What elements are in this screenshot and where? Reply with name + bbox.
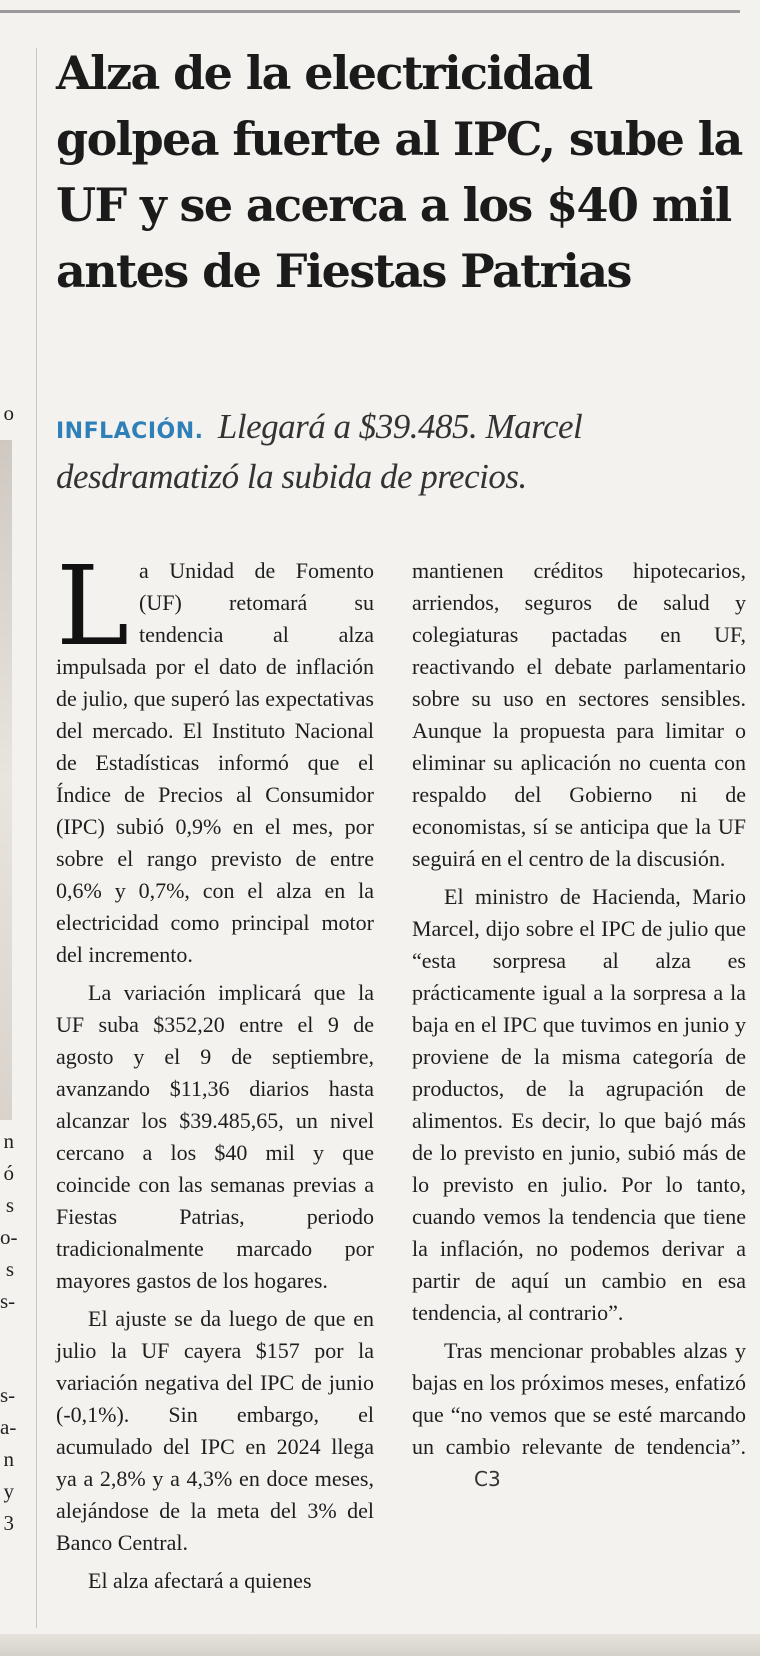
adjacent-column-fragment: o- bbox=[0, 1225, 18, 1249]
article-headline: Alza de la electricidad golpea fuerte al IPC, sube la UF y se acerca a los $40 mil antes de Fiestas Patrias bbox=[56, 46, 742, 298]
adjacent-column-fragment: a- bbox=[0, 1415, 17, 1439]
column-divider bbox=[36, 48, 37, 1628]
adjacent-column-fragment: o bbox=[3, 401, 14, 425]
body-paragraph: Tras mencionar probables alzas y bajas en los próximos meses, enfatizó que “no vemos que se esté marcando un cambio relevante de tendencia”.C3 bbox=[412, 1335, 746, 1495]
deck-text: Llegará a $39.485. Marcel desdramatizó la subida de precios. bbox=[56, 407, 583, 496]
section-kicker: INFLACIÓN. bbox=[56, 419, 204, 444]
bottom-edge bbox=[0, 1634, 760, 1656]
adjacent-column-fragment: n bbox=[3, 1129, 14, 1153]
body-paragraph: El alza afectará a quienes bbox=[88, 1568, 312, 1593]
body-paragraph: La variación implicará que la UF suba $352,20 entre el 9 de agosto y el 9 de septiembre, avanzando $11,36 diarios hasta alcanzar los $39.485,65, un nivel cercano a los $40 mil y que coincide con las semanas previas a Fiestas Patrias, periodo tradicionalmente marcado por mayores gastos de los hogares. bbox=[56, 980, 374, 1293]
top-rule bbox=[0, 10, 740, 13]
body-paragraph: El ajuste se da luego de que en julio la UF cayera $157 por la variación negativa del IPC de junio (-0,1%). Sin embargo, el acumulado del IPC en 2024 llega ya a 2,8% y a 4,3% en doce meses, alejándose de la meta del 3% del Banco Central. bbox=[56, 1306, 374, 1555]
article-column-right bbox=[412, 555, 746, 1501]
article-column-left bbox=[56, 542, 374, 1603]
adjacent-column-fragment: s- bbox=[0, 1289, 16, 1313]
adjacent-column-fragment: y bbox=[3, 1479, 14, 1503]
adjacent-column-fragment: n bbox=[3, 1447, 14, 1471]
adjacent-column-fragment: s bbox=[5, 1257, 14, 1281]
body-paragraph: El ministro de Hacienda, Mario Marcel, dijo sobre el IPC de julio que “esta sorpresa al alza es prácticamente igual a la sorpresa a la baja en el IPC que tuvimos en junio y proviene de la misma categoría de productos, de la agrupación de alimentos. Es decir, lo que bajó más de lo previsto en junio, subió más de lo previsto en julio. Por lo tanto, cuando vemos la tendencia que tiene la inflación, no podemos derivar a partir de aquí un cambio en esa tendencia, al contrario”. bbox=[412, 884, 746, 1325]
article-deck bbox=[56, 404, 746, 501]
end-of-article-icon: C3 bbox=[474, 1467, 501, 1491]
adjacent-column-fragment: 3 bbox=[3, 1511, 14, 1535]
drop-cap: L bbox=[56, 542, 130, 670]
adjacent-column-fragment: s- bbox=[0, 1383, 16, 1407]
body-paragraph: La Unidad de Fomento (UF) retomará su tendencia al alza impulsada por el dato de inflación de julio, que superó las expectativas del mercado. El Instituto Nacional de Estadísticas informó que el Índice de Precios al Consumidor (IPC) subió 0,9% en el mes, por sobre el rango previsto de entre 0,6% y 0,7%, con el alza en la electricidad como principal motor del incremento. bbox=[56, 542, 374, 967]
body-paragraph: mantienen créditos hipotecarios, arriendos, seguros de salud y colegiaturas pactadas en UF, reactivando el debate parlamentario sobre su uso en sectores sensibles. Aunque la propuesta para limitar o eliminar su aplicación no cuenta con respaldo del Gobierno ni de economistas, sí se anticipa que la UF seguirá en el centro de la discusión. bbox=[412, 558, 746, 871]
adjacent-photo-edge bbox=[0, 440, 12, 1120]
adjacent-column-fragment: s bbox=[5, 1193, 14, 1217]
adjacent-column-fragment: ó bbox=[3, 1161, 14, 1185]
